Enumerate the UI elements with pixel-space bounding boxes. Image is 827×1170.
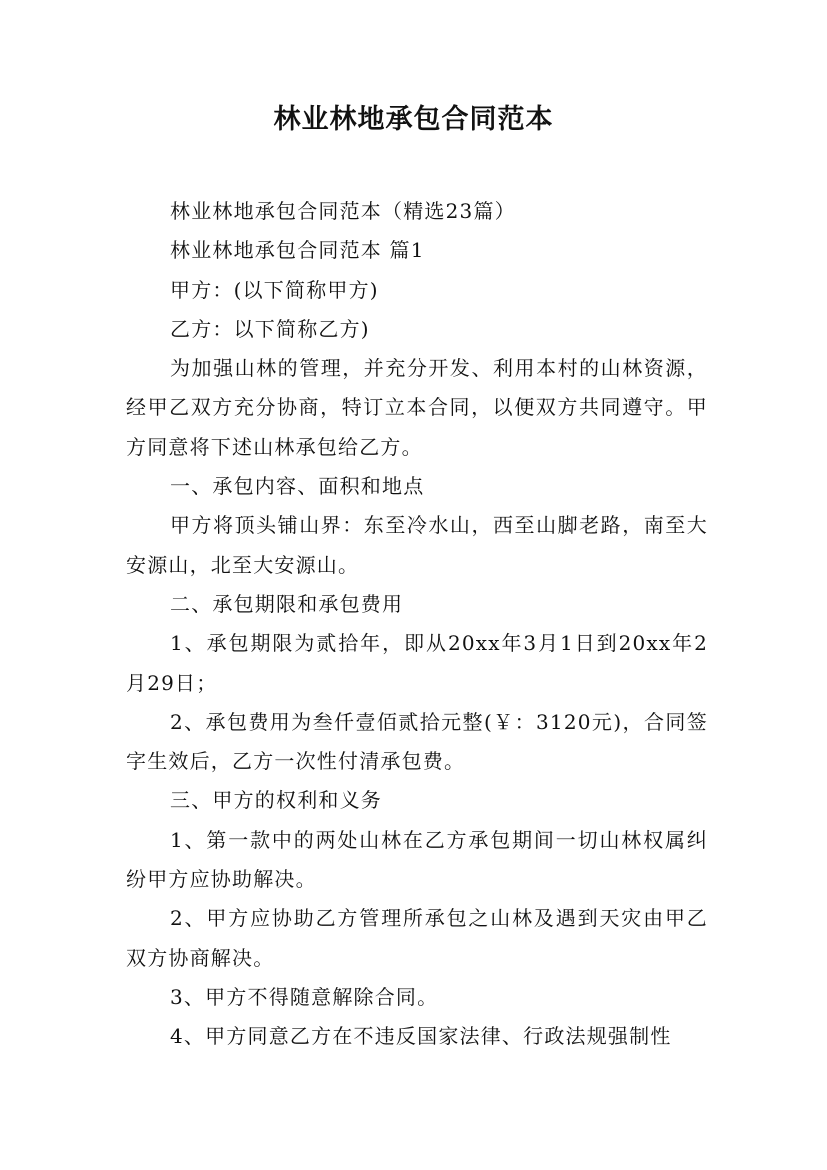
paragraph-subtitle: 林业林地承包合同范本（精选23篇） [170,199,516,223]
paragraph-clause-3-item-4: 4、甲方同意乙方在不违反国家法律、行政法规强制性 [170,1024,672,1049]
paragraph-clause-2-item-2: 2、承包费用为叁仟壹佰贰拾元整(￥：3120元)，合同签字生效后，乙方一次性付清承包费。 [126,709,708,774]
paragraph-clause-3-item-3: 3、甲方不得随意解除合同。 [170,984,439,1009]
paragraph-section-heading: 林业林地承包合同范本 篇1 [170,238,425,263]
paragraph-clause-3-item-1: 1、第一款中的两处山林在乙方承包期间一切山林权属纠纷甲方应协助解决。 [126,827,708,892]
paragraph-party-a: 甲方：(以下简称甲方) [170,277,379,302]
paragraph-party-b: 乙方：以下简称乙方) [170,316,370,341]
paragraph-clause-1-heading: 一、承包内容、面积和地点 [170,474,425,499]
paragraph-clause-2-item-1: 1、承包期限为贰拾年，即从20xx年3月1日到20xx年2月29日； [126,631,708,695]
document-body [126,192,708,1057]
paragraph-clause-2-heading: 二、承包期限和承包费用 [170,591,404,616]
paragraph-clause-1-body: 甲方将顶头铺山界：东至冷水山，西至山脚老路，南至大安源山，北至大安源山。 [126,513,708,577]
document-title: 林业林地承包合同范本 [273,104,554,135]
paragraph-clause-3-item-2: 2、甲方应协助乙方管理所承包之山林及遇到天灾由甲乙双方协商解决。 [126,906,708,970]
paragraph-preamble: 为加强山林的管理，并充分开发、利用本村的山林资源，经甲乙双方充分协商，特订立本合同，以便双方共同遵守。甲方同意将下述山林承包给乙方。 [126,356,708,459]
paragraph-clause-3-heading: 三、甲方的权利和义务 [170,788,382,813]
